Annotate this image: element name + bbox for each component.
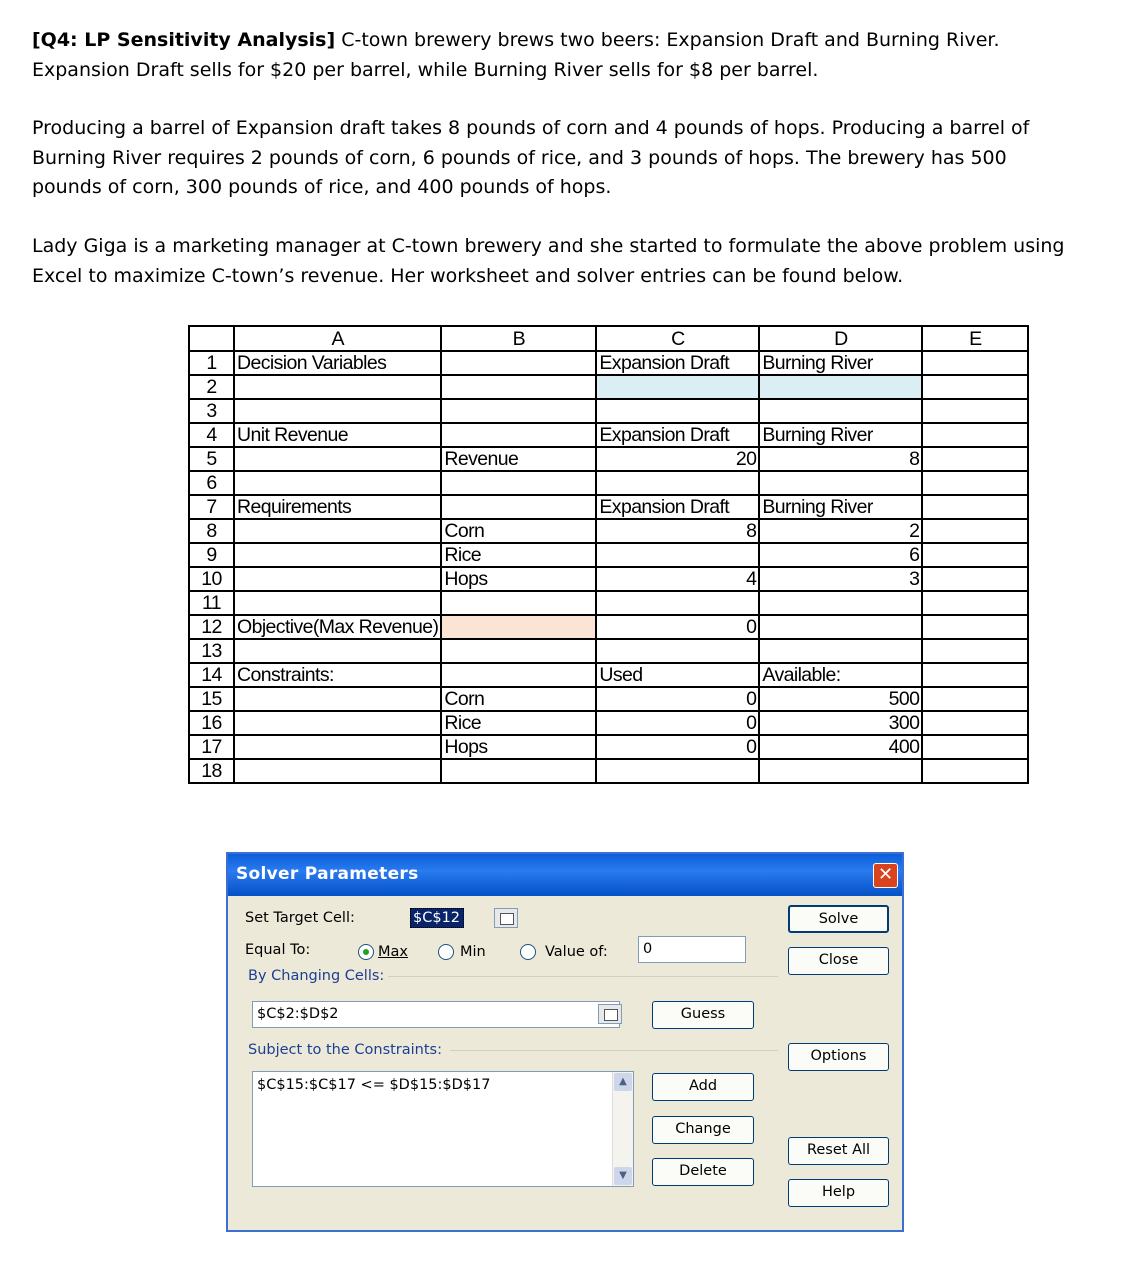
cell[interactable]: [596, 591, 759, 615]
row-header[interactable]: 3: [189, 399, 234, 423]
sheet-row: [189, 519, 1028, 543]
cell[interactable]: Hops: [441, 567, 596, 591]
min-radio[interactable]: [438, 944, 454, 960]
cell[interactable]: [922, 735, 1028, 759]
question-paragraph-3: Lady Giga is a marketing manager at C-town brewery and she started to formulate the above problem using Excel to maximize C-town’s revenue. Her worksheet and solver entries can be found below.: [32, 235, 1065, 287]
column-header[interactable]: A: [234, 326, 441, 351]
cell[interactable]: 400: [759, 735, 922, 759]
question-paragraph-2: Producing a barrel of Expansion draft takes 8 pounds of corn and 4 pounds of hops. Producing a barrel of Burning River requires 2 pounds of corn, 6 pounds of rice, and 3 pounds of hops. The brewery has 500 pounds of corn, 300 pounds of rice, and 400 pounds of hops.: [32, 117, 1030, 198]
sheet-row: [189, 423, 1028, 447]
target-cell-input[interactable]: $C$12: [410, 908, 464, 928]
row-header[interactable]: 9: [189, 543, 234, 567]
cell[interactable]: [234, 735, 441, 759]
cell[interactable]: [759, 615, 922, 639]
row-header[interactable]: 1: [189, 351, 234, 375]
solver-parameters-dialog: [226, 852, 904, 1232]
cell[interactable]: [234, 567, 441, 591]
sheet-row: [189, 615, 1028, 639]
group-divider: [450, 1050, 778, 1051]
max-radio[interactable]: [358, 944, 374, 960]
help-button[interactable]: Help: [788, 1179, 889, 1207]
changing-cells-input[interactable]: $C$2:$D$2: [252, 1001, 620, 1028]
cell[interactable]: [441, 351, 596, 375]
sheet-row: [189, 399, 1028, 423]
cell[interactable]: [922, 687, 1028, 711]
scroll-up-icon[interactable]: ▲: [614, 1073, 632, 1091]
row-header[interactable]: 11: [189, 591, 234, 615]
cell[interactable]: Corn: [441, 687, 596, 711]
cell[interactable]: 0: [596, 615, 759, 639]
guess-button[interactable]: Guess: [652, 1001, 754, 1029]
row-header[interactable]: 6: [189, 471, 234, 495]
cell[interactable]: 0: [596, 735, 759, 759]
cell[interactable]: Expansion Draft: [596, 423, 759, 447]
row-header[interactable]: 18: [189, 759, 234, 783]
cell[interactable]: 20: [596, 447, 759, 471]
cell[interactable]: [441, 399, 596, 423]
cell[interactable]: [922, 471, 1028, 495]
cell[interactable]: Rice: [441, 543, 596, 567]
cell[interactable]: Expansion Draft: [596, 495, 759, 519]
changing-cells-picker-icon[interactable]: [598, 1004, 622, 1024]
cell[interactable]: 6: [759, 543, 922, 567]
cell[interactable]: 3: [759, 567, 922, 591]
row-header[interactable]: 12: [189, 615, 234, 639]
value-of-radio[interactable]: [520, 944, 536, 960]
row-header[interactable]: 2: [189, 375, 234, 399]
cell[interactable]: [234, 711, 441, 735]
constraint-item[interactable]: $C$15:$C$17 <= $D$15:$D$17: [257, 1077, 491, 1093]
cell[interactable]: Used: [596, 663, 759, 687]
cell[interactable]: [234, 519, 441, 543]
row-header[interactable]: 15: [189, 687, 234, 711]
constraints-list[interactable]: [252, 1071, 634, 1187]
row-header[interactable]: 10: [189, 567, 234, 591]
sheet-row: [189, 567, 1028, 591]
cell[interactable]: Revenue: [441, 447, 596, 471]
cell[interactable]: [922, 351, 1028, 375]
row-header[interactable]: 17: [189, 735, 234, 759]
equal-to-label: Equal To:: [245, 942, 311, 958]
dialog-titlebar: [228, 854, 902, 896]
add-button[interactable]: Add: [652, 1073, 754, 1101]
row-header[interactable]: 13: [189, 639, 234, 663]
sheet-row: [189, 711, 1028, 735]
cell[interactable]: [234, 375, 441, 399]
row-header[interactable]: 4: [189, 423, 234, 447]
row-header[interactable]: 8: [189, 519, 234, 543]
sheet-row: [189, 543, 1028, 567]
sheet-row: [189, 375, 1028, 399]
cell[interactable]: [922, 375, 1028, 399]
row-header[interactable]: 7: [189, 495, 234, 519]
cell[interactable]: [234, 591, 441, 615]
row-header[interactable]: 5: [189, 447, 234, 471]
max-label: Max: [378, 944, 408, 960]
sheet-row: [189, 495, 1028, 519]
constraints-label: Subject to the Constraints:: [248, 1042, 443, 1058]
cell[interactable]: Constraints:: [234, 663, 441, 687]
sheet-row: [189, 735, 1028, 759]
cell[interactable]: [596, 543, 759, 567]
delete-button[interactable]: Delete: [652, 1158, 754, 1186]
sheet-row: [189, 759, 1028, 783]
sheet-row: [189, 687, 1028, 711]
cell[interactable]: [596, 471, 759, 495]
options-button[interactable]: Options: [788, 1043, 889, 1071]
cell[interactable]: [922, 711, 1028, 735]
cell[interactable]: 2: [759, 519, 922, 543]
question-tag: [Q4: LP Sensitivity Analysis]: [32, 29, 336, 51]
column-header[interactable]: C: [596, 326, 759, 351]
cell[interactable]: [441, 423, 596, 447]
cell[interactable]: [441, 591, 596, 615]
cell[interactable]: 0: [596, 687, 759, 711]
cell[interactable]: [759, 399, 922, 423]
worksheet: [188, 325, 1029, 784]
cell[interactable]: [234, 543, 441, 567]
cell[interactable]: [234, 759, 441, 783]
set-target-label: Set Target Cell:: [245, 910, 355, 926]
cell[interactable]: [596, 639, 759, 663]
column-header-row: [189, 326, 1028, 351]
cell[interactable]: 500: [759, 687, 922, 711]
cell[interactable]: [759, 759, 922, 783]
cell[interactable]: [922, 663, 1028, 687]
sheet-row: [189, 471, 1028, 495]
cell[interactable]: 300: [759, 711, 922, 735]
cell[interactable]: [441, 759, 596, 783]
cell[interactable]: Unit Revenue: [234, 423, 441, 447]
cell[interactable]: [441, 615, 596, 639]
cell[interactable]: Objective(Max Revenue): [234, 615, 441, 639]
cell[interactable]: [922, 567, 1028, 591]
sheet-row: [189, 591, 1028, 615]
cell[interactable]: [441, 495, 596, 519]
question-paragraph-1: [32, 26, 1072, 85]
value-of-label: Value of:: [545, 944, 608, 960]
cell[interactable]: [922, 495, 1028, 519]
sheet-row: [189, 447, 1028, 471]
cell[interactable]: [922, 543, 1028, 567]
row-header[interactable]: 14: [189, 663, 234, 687]
cell[interactable]: [922, 447, 1028, 471]
cell[interactable]: [922, 399, 1028, 423]
solve-button[interactable]: Solve: [788, 905, 889, 933]
constraints-scrollbar[interactable]: [612, 1072, 633, 1186]
cell[interactable]: [441, 471, 596, 495]
close-icon[interactable]: ✕: [873, 863, 898, 888]
question-intro: C-town brewery brews two beers: Expansion Draft and Burning River. Expansion Draft sells for $20 per barrel, while Burning River sells for $8 per barrel.: [32, 29, 1000, 81]
cell[interactable]: [441, 639, 596, 663]
cell[interactable]: [922, 423, 1028, 447]
cell[interactable]: [922, 519, 1028, 543]
cell[interactable]: [759, 639, 922, 663]
column-header[interactable]: D: [759, 326, 922, 351]
changing-cells-label: By Changing Cells:: [248, 968, 385, 984]
cell[interactable]: [759, 471, 922, 495]
cell[interactable]: [922, 759, 1028, 783]
selected-dot: [363, 949, 369, 955]
cell[interactable]: [234, 687, 441, 711]
row-header[interactable]: 16: [189, 711, 234, 735]
cell[interactable]: [234, 639, 441, 663]
cell[interactable]: [441, 663, 596, 687]
sheet-row: [189, 663, 1028, 687]
cell[interactable]: Decision Variables: [234, 351, 441, 375]
cell[interactable]: Rice: [441, 711, 596, 735]
cell[interactable]: 4: [596, 567, 759, 591]
sheet-row: [189, 351, 1028, 375]
column-header[interactable]: B: [441, 326, 596, 351]
cell[interactable]: [234, 447, 441, 471]
corner-cell[interactable]: [189, 326, 234, 351]
cell[interactable]: [922, 615, 1028, 639]
cell[interactable]: [441, 375, 596, 399]
cell[interactable]: Corn: [441, 519, 596, 543]
reset-all-button[interactable]: Reset All: [788, 1137, 889, 1165]
sheet-row: [189, 639, 1028, 663]
cell[interactable]: [596, 375, 759, 399]
group-divider: [388, 976, 778, 977]
value-of-input[interactable]: 0: [638, 936, 746, 963]
cell[interactable]: [759, 375, 922, 399]
cell[interactable]: Expansion Draft: [596, 351, 759, 375]
change-button[interactable]: Change: [652, 1116, 754, 1144]
cell[interactable]: 0: [596, 711, 759, 735]
target-cell-picker-icon[interactable]: [494, 908, 518, 928]
column-header[interactable]: E: [922, 326, 1028, 351]
cell[interactable]: [234, 399, 441, 423]
cell[interactable]: 8: [759, 447, 922, 471]
close-button[interactable]: Close: [788, 947, 889, 975]
cell[interactable]: Burning River: [759, 423, 922, 447]
cell[interactable]: Available:: [759, 663, 922, 687]
scroll-down-icon[interactable]: ▼: [614, 1167, 632, 1185]
cell[interactable]: Burning River: [759, 351, 922, 375]
cell[interactable]: [596, 759, 759, 783]
cell[interactable]: Requirements: [234, 495, 441, 519]
cell[interactable]: [759, 591, 922, 615]
cell[interactable]: Hops: [441, 735, 596, 759]
min-label: Min: [460, 944, 486, 960]
cell[interactable]: [596, 399, 759, 423]
cell[interactable]: 8: [596, 519, 759, 543]
cell[interactable]: [922, 639, 1028, 663]
cell[interactable]: [922, 591, 1028, 615]
cell[interactable]: [234, 471, 441, 495]
cell[interactable]: Burning River: [759, 495, 922, 519]
dialog-title: Solver Parameters: [236, 864, 419, 884]
